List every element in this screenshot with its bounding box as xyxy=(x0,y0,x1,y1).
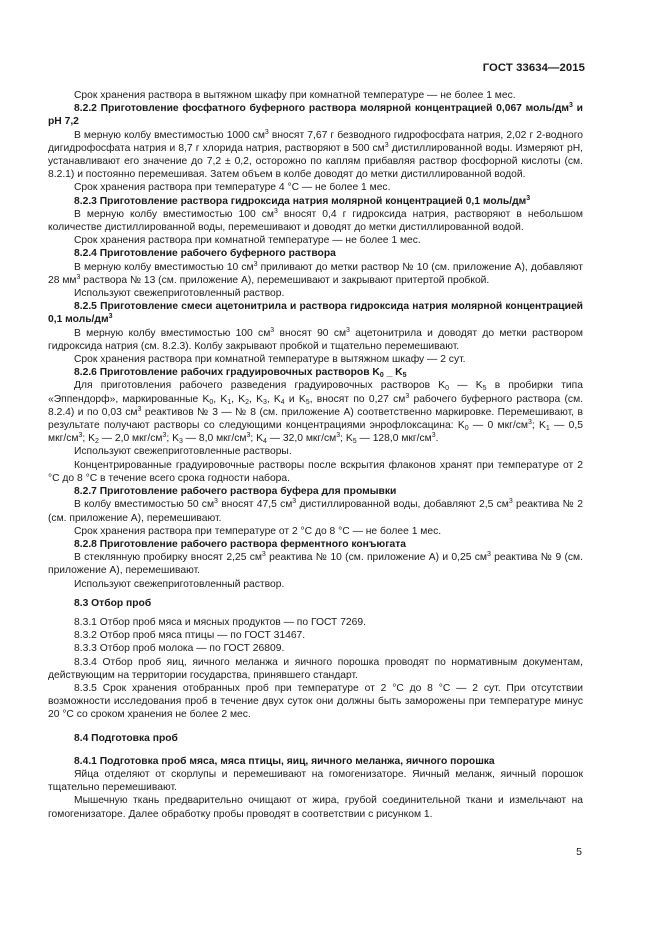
section-heading: 8.4.1 Подготовка проб мяса, мяса птицы, яиц, яичного меланжа, яичного порошка xyxy=(74,755,495,767)
paragraph: 8.3.4 Отбор проб яиц, яичного меланжа и яичного порошка проводят по нормативным документам, действующим на территории государства, принявшего стандарт. xyxy=(48,656,583,681)
paragraph: Срок хранения раствора при комнатной температуре в вытяжном шкафу — 2 сут. xyxy=(74,354,466,366)
spacer xyxy=(48,745,583,755)
paragraph: В мерную колбу вместимостью 100 $см^3$ вносят 0,4 г гидроксида натрия, растворяют в небольшом количестве дистиллированной воды, перемешивают и доводят до метки дистиллированной водой. xyxy=(48,207,583,234)
paragraph: Срок хранения раствора при температуре от 2 °С до 8 °С — не более 1 мес. xyxy=(74,525,442,537)
section-heading: 8.2.6 Приготовление рабочих градуировочных растворов $K_0$ _ $K_5$ xyxy=(74,367,407,380)
document-code-header: ГОСТ 33634—2015 xyxy=(482,62,585,74)
section-heading: 8.2.2 Приготовление фосфатного буферного раствора молярной концентрацией 0,067 моль/$дм^3$ и pH 7,2 xyxy=(48,102,583,128)
paragraph: Яйца отделяют от скорлупы и перемешивают на гомогенизаторе. Яичный меланж, яичный порошок тщательно перемешивают. xyxy=(48,768,583,794)
section-heading: 8.4 Подготовка проб xyxy=(74,732,178,744)
paragraph: Используют свежеприготовленные растворы. xyxy=(74,446,292,458)
section-heading: 8.3 Отбор проб xyxy=(74,597,152,609)
list-item: 8.3.2 Отбор проб мяса птицы — по ГОСТ 31467. xyxy=(74,630,306,642)
list-item: 8.3.3 Отбор проб молока — по ГОСТ 26809. xyxy=(74,643,285,655)
paragraph: Для приготовления рабочего разведения градуировочных растворов $K_0$ — $K_5$ в пробирки типа «Эппендорф», маркированные $K_0$, $K_1$, $K_2$, $K_3$, $K_4$ и $K_5$, вносят по 0,27 $см^3$ рабочего буферного раствора (см. 8.2.4) и по 0,03 $см^3$ реактивов № 3 — № 8 (см. приложение А) соответственно маркировке. Перемешивают, в результате получают растворы со следующими концентрациями энрофлоксацина: $K_0$ — 0 мкг/$см^3$; $K_1$ — 0,5 мкг/$см^3$; $K_2$ — 2,0 мкг/$см^3$; $K_3$ — 8,0 мкг/$см^3$; $K_4$ — 32,0 мкг/$см^3$; $K_5$ — 128,0 мкг/$см^3$. xyxy=(48,380,584,446)
paragraph: В колбу вместимостью 50 $см^3$ вносят 47,5 $см^3$ дистиллированной воды, добавляют 2,5 $см^3$ реактива № 2 (см. приложение А), перемешивают. xyxy=(48,498,583,524)
paragraph: Мышечную ткань предварительно очищают от жира, грубой соединительной ткани и измельчают на гомогенизаторе. Далее обработку пробы проводят в соответствии с рисунком 1. xyxy=(48,795,583,820)
section-heading: 8.2.8 Приготовление рабочего раствора ферментного конъюгата xyxy=(74,538,406,550)
paragraph: В стеклянную пробирку вносят 2,25 $см^3$ реактива № 10 (см. приложение А) и 0,25 $см^3$ реактива № 9 (см. приложение А), перемешивают. xyxy=(48,551,583,577)
paragraph: В мерную колбу вместимостью 10 $см^3$ приливают до метки раствор № 10 (см. приложение А), добавляют 28 $мм^3$ раствора № 13 (см. приложение А), перемешивают и закрывают притертой пробкой. xyxy=(48,260,583,286)
list-item: 8.3.1 Отбор проб мяса и мясных продуктов — по ГОСТ 7269. xyxy=(74,616,366,628)
section-heading: 8.2.5 Приготовление смеси ацетонитрила и раствора гидроксида натрия молярной концентрацией 0,1 моль/$дм^3$ xyxy=(48,301,583,326)
paragraph: Концентрированные градуировочные растворы после вскрытия флаконов хранят при температуре от 2 °С до 8 °С в течение всего срока годности набора. xyxy=(48,459,583,484)
page-number: 5 xyxy=(576,846,582,858)
spacer xyxy=(48,722,583,732)
section-heading: 8.2.7 Приготовление рабочего раствора буфера для промывки xyxy=(74,486,397,498)
paragraph: В мерную колбу вместимостью 1000 $см^3$ вносят 7,67 г безводного гидрофосфата натрия, 2,02 г 2-водного дигидрофосфата натрия и 8,7 г хлорида натрия, растворяют в 500 $см^3$ дистиллированной воды. Измеряют pH, устанавливают его значение до 7,2 ± 0,2, осторожно по каплям прибавляя раствор фосфорной кислоты (см. 8.2.1) и постоянно перемешивая. Затем объем в колбе доводят до метки дистиллированной водой. xyxy=(48,128,583,181)
paragraph: В мерную колбу вместимостью 100 $см^3$ вносят 90 $см^3$ ацетонитрила и доводят до метки раствором гидроксида натрия (см. 8.2.3). Колбу закрывают пробкой и тщательно перемешивают. xyxy=(48,326,583,352)
section-heading: 8.2.4 Приготовление рабочего буферного раствора xyxy=(74,248,336,260)
paragraph: Срок хранения раствора в вытяжном шкафу при комнатной температуре — не более 1 мес. xyxy=(74,90,516,101)
paragraph: Используют свежеприготовленный раствор. xyxy=(74,578,285,590)
section-heading: 8.2.3 Приготовление раствора гидроксида натрия молярной концентрацией 0,1 моль/$дм^3$ xyxy=(74,194,531,207)
paragraph: 8.3.5 Срок хранения отобранных проб при температуре от 2 °С до 8 °С — 2 сут. При отсутствии возможности исследования проб в течение двух суток они должны быть заморожены при температуре минус 20 °С со сроком хранения не более 2 мес. xyxy=(48,682,583,721)
paragraph: Используют свежеприготовленный раствор. xyxy=(74,288,285,300)
document-body xyxy=(48,89,583,821)
paragraph: Срок хранения раствора при комнатной температуре — не более 1 мес. xyxy=(74,235,421,247)
paragraph: Срок хранения раствора при температуре 4 °С — не более 1 мес. xyxy=(74,182,391,194)
